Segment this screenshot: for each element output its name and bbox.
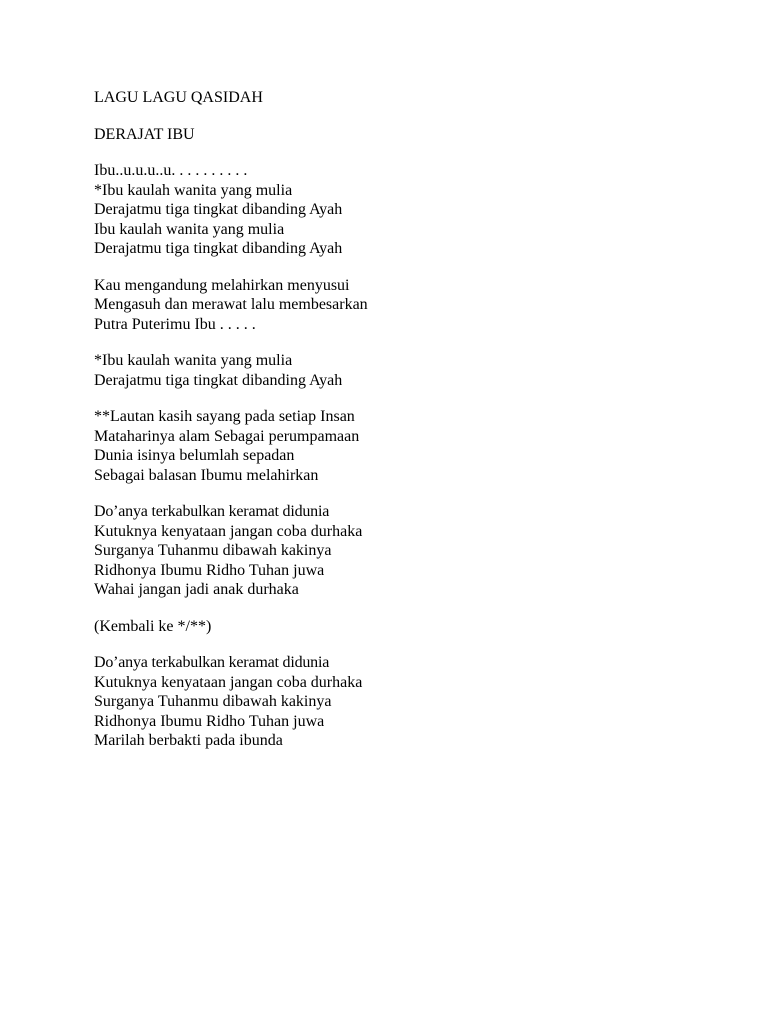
lyric-line: Kau mengandung melahirkan menyusui: [94, 276, 350, 294]
lyric-line: Derajatmu tiga tingkat dibanding Ayah: [94, 201, 343, 218]
lyric-line: Sebagai balasan Ibumu melahirkan: [94, 466, 319, 484]
document-heading: LAGU LAGU QASIDAH: [94, 89, 263, 106]
lyric-line: **Lautan kasih sayang pada setiap Insan: [94, 408, 355, 425]
lyric-line: Wahai jangan jadi anak durhaka: [94, 581, 299, 598]
lyric-line: Do’anya terkabulkan keramat didunia: [94, 654, 330, 671]
lyric-line: Kutuknya kenyataan jangan coba durhaka: [94, 522, 363, 540]
lyric-line: Ridhonya Ibumu Ridho Tuhan juwa: [94, 712, 325, 730]
lyric-line: Do’anya terkabulkan keramat didunia: [94, 503, 330, 520]
lyric-line: Ibu..u.u.u..u. . . . . . . . . .: [94, 162, 248, 179]
lyric-line: Surganya Tuhanmu dibawah kakinya: [94, 693, 332, 710]
lyric-line: (Kembali ke */**): [94, 617, 212, 635]
lyric-line: *Ibu kaulah wanita yang mulia: [94, 181, 293, 199]
lyric-line: Surganya Tuhanmu dibawah kakinya: [94, 542, 332, 559]
stanza-7: [94, 653, 714, 751]
lyric-line: Mataharinya alam Sebagai perumpamaan: [94, 427, 360, 445]
stanza-3: [94, 351, 714, 390]
lyric-line: Kutuknya kenyataan jangan coba durhaka: [94, 673, 363, 691]
lyric-line: Mengasuh dan merawat lalu membesarkan: [94, 296, 368, 313]
lyric-line: Putra Puterimu Ibu . . . . .: [94, 315, 256, 333]
lyric-line: Ibu kaulah wanita yang mulia: [94, 220, 285, 238]
lyric-line: *Ibu kaulah wanita yang mulia: [94, 352, 293, 369]
document-content: [94, 88, 714, 768]
lyric-line: Marilah berbakti pada ibunda: [94, 732, 283, 749]
lyric-line: Derajatmu tiga tingkat dibanding Ayah: [94, 240, 343, 257]
stanza-6: [94, 617, 714, 637]
song-title: DERAJAT IBU: [94, 125, 195, 143]
lyric-line: Ridhonya Ibumu Ridho Tuhan juwa: [94, 561, 325, 579]
stanza-5: [94, 502, 714, 600]
stanza-1: [94, 161, 714, 259]
stanza-2: [94, 276, 714, 335]
lyric-line: Dunia isinya belumlah sepadan: [94, 447, 295, 464]
lyric-line: Derajatmu tiga tingkat dibanding Ayah: [94, 371, 343, 389]
stanza-4: [94, 407, 714, 485]
